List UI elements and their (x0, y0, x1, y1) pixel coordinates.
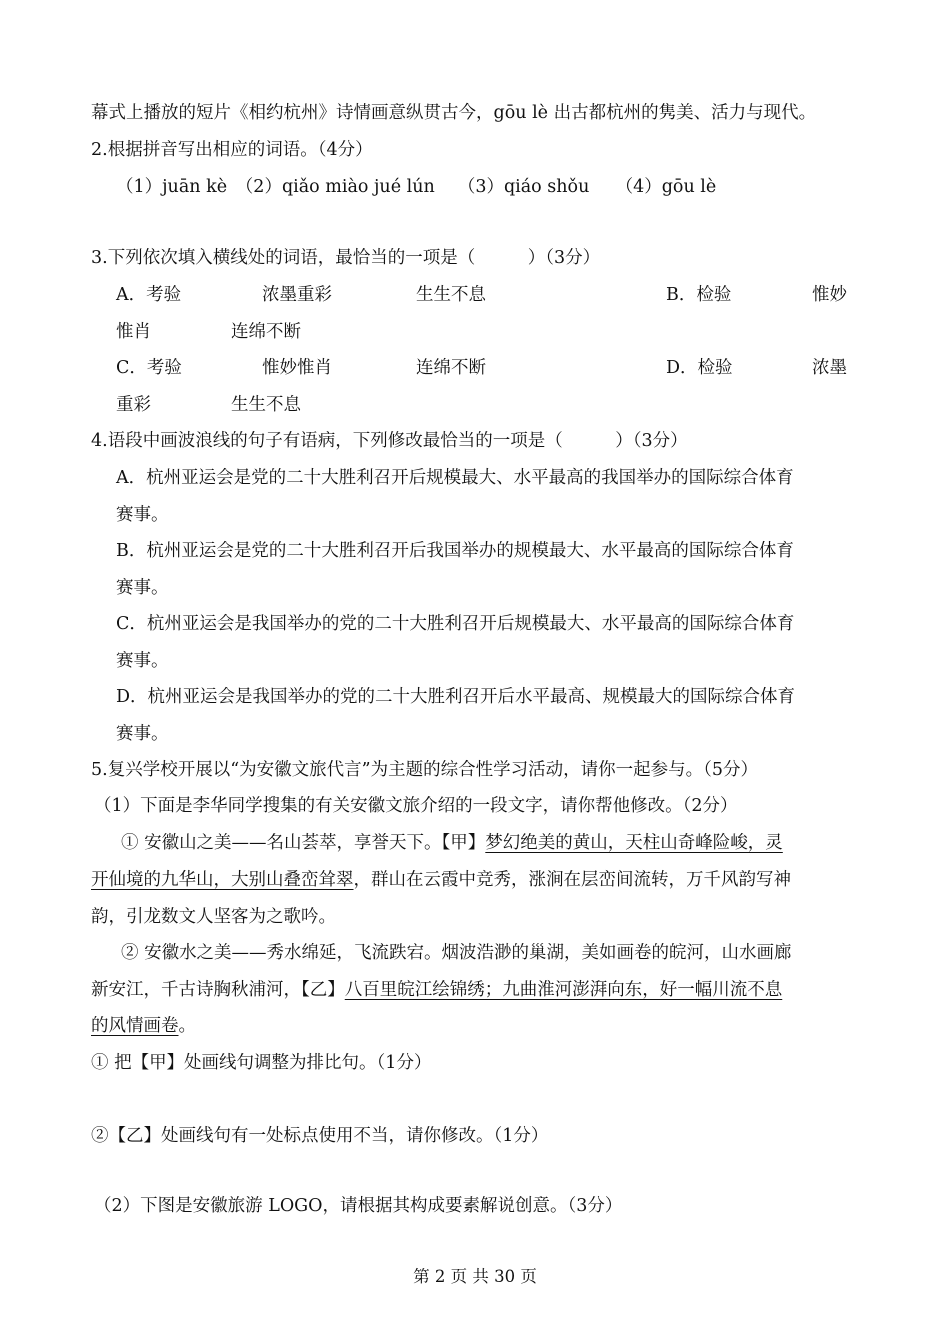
q4-option-c-cont: 赛事。 (116, 651, 169, 671)
passage-waters-line1: ② 安徽水之美——秀水绵延，飞流跌宕。烟波浩渺的巢湖，美如画卷的皖河，山水画廊 (121, 943, 792, 963)
passage-text: ① 安徽山之美——名山荟萃，享誉天下。【甲】 (121, 833, 486, 853)
question-5: 5.复兴学校开展以“为安徽文旅代言”为主题的综合性学习活动，请你一起参与。（5分） (91, 760, 758, 780)
option-b-word3: 连绵不断 (231, 322, 301, 342)
q4-option-c: C．杭州亚运会是我国举办的党的二十大胜利召开后规模最大、水平最高的国际综合体育 (116, 614, 795, 634)
page-footer: 第 2 页 共 30 页 (413, 1267, 537, 1286)
passage-text: 新安江，千古诗胸秋浦河，【乙】 (91, 980, 345, 1000)
passage-text: 。 (178, 1016, 196, 1036)
underlined-sentence-jia: 梦幻绝美的黄山，天柱山奇峰险峻，灵 (485, 833, 783, 853)
passage-mountains-line1 (121, 831, 783, 855)
sub-question-2: ②【乙】处画线句有一处标点使用不当，请你修改。（1分） (91, 1126, 549, 1146)
q4-option-b: B．杭州亚运会是党的二十大胜利召开后我国举办的规模最大、水平最高的国际综合体育 (116, 541, 794, 561)
q4-option-a-cont: 赛事。 (116, 505, 169, 525)
passage-waters-line2 (91, 978, 782, 1002)
question-2-items: （1）juān kè （2）qiǎo miào jué lún （3）qiáo shǒu （4）gōu lè (116, 177, 717, 197)
question-5-part-2: （2）下图是安徽旅游 LOGO，请根据其构成要素解说创意。（3分） (94, 1196, 623, 1216)
question-5-part-1: （1）下面是李华同学搜集的有关安徽文旅介绍的一段文字，请你帮他修改。（2分） (94, 796, 738, 816)
passage-mountains-line2 (91, 868, 791, 892)
underlined-sentence-jia-cont: 开仙境的九华山，大别山叠峦耸翠 (91, 870, 354, 890)
q4-option-d-cont: 赛事。 (116, 724, 169, 744)
underlined-sentence-yi: 八百里皖江绘锦绣；九曲淮河澎湃向东，好一幅川流不息 (344, 980, 783, 1000)
option-d-label: D．检验 (666, 358, 733, 378)
option-b-word2b: 惟肖 (116, 322, 151, 342)
question-2: 2.根据拼音写出相应的词语。（4分） (91, 140, 373, 160)
option-c-word3: 连绵不断 (416, 358, 486, 378)
option-a-word3: 生生不息 (416, 285, 486, 305)
q4-option-a: A．杭州亚运会是党的二十大胜利召开后规模最大、水平最高的我国举办的国际综合体育 (116, 468, 794, 488)
option-b-label: B．检验 (666, 285, 732, 305)
option-a-label: A．考验 (116, 285, 182, 305)
passage-waters-line3 (91, 1014, 196, 1038)
passage-text: ，群山在云霞中竞秀，涨涧在层峦间流转，万千风韵写神 (353, 870, 791, 890)
option-a-word2: 浓墨重彩 (262, 285, 332, 305)
option-b-word2a: 惟妙 (812, 285, 847, 305)
q4-option-b-cont: 赛事。 (116, 578, 169, 598)
option-c-word2: 惟妙惟肖 (262, 358, 332, 378)
passage-mountains-line3: 韵，引龙数文人坚客为之歌吟。 (91, 907, 336, 927)
q4-option-d: D．杭州亚运会是我国举办的党的二十大胜利召开后水平最高、规模最大的国际综合体育 (116, 687, 796, 707)
option-c-label: C．考验 (116, 358, 182, 378)
text-line: 幕式上播放的短片《相约杭州》诗情画意纵贯古今，gōu lè 出古都杭州的隽美、活力与现代。 (91, 103, 817, 123)
option-d-word2b: 重彩 (116, 395, 151, 415)
sub-question-1: ① 把【甲】处画线句调整为排比句。（1分） (91, 1053, 432, 1073)
underlined-sentence-yi-cont: 的风情画卷 (91, 1016, 179, 1036)
question-3: 3.下列依次填入横线处的词语，最恰当的一项是（ ）（3分） (91, 248, 601, 268)
question-4: 4.语段中画波浪线的句子有语病，下列修改最恰当的一项是（ ）（3分） (91, 431, 688, 451)
option-d-word3: 生生不息 (231, 395, 301, 415)
option-d-word2a: 浓墨 (812, 358, 847, 378)
